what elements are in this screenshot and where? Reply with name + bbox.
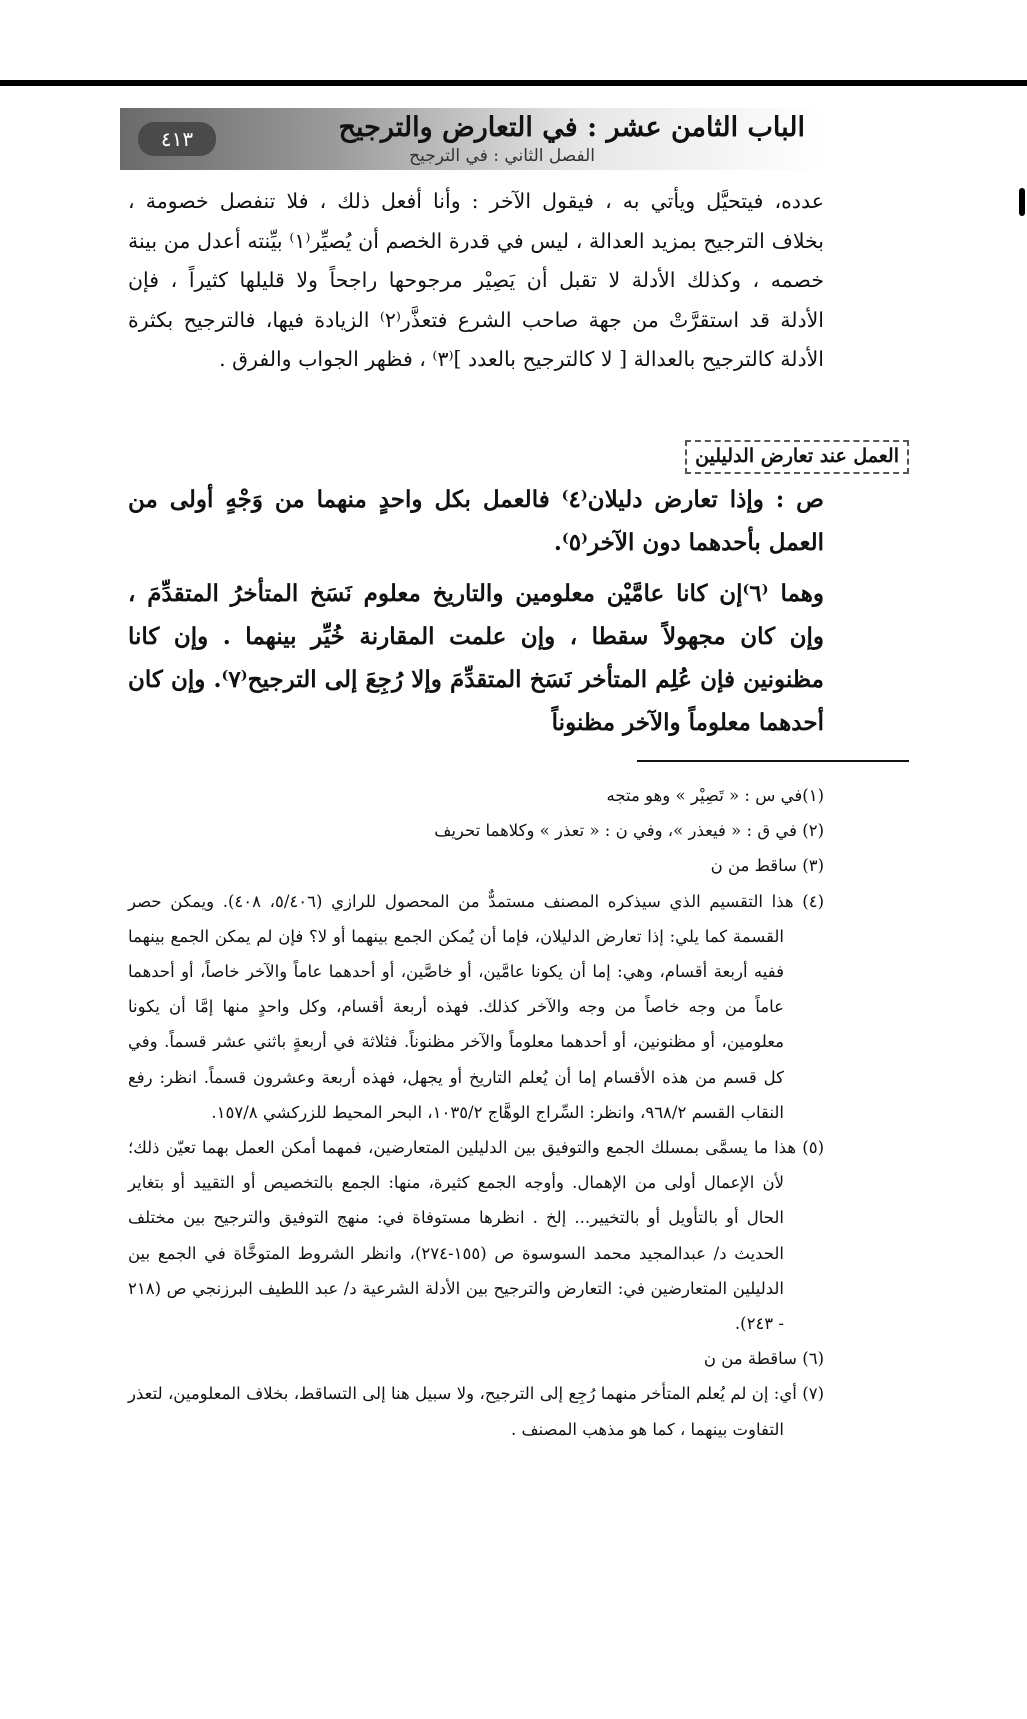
body-line: الأدلة قد استقرَّتْ من جهة صاحب الشرع فتعذَّر⁽٢⁾ الزيادة فيها، فالترجيح بكثرة <box>128 307 824 332</box>
section-subtitle: الفصل الثاني : في الترجيح <box>409 146 595 166</box>
rule-paragraph: ص : وإذا تعارض دليلان⁽٤⁾ فالعمل بكل واحدٍ منهما من وَجْهٍ أولى من العمل بأحدهما دون الآخر⁽٥⁾. <box>128 486 824 556</box>
running-header <box>120 108 825 170</box>
rule-paragraph: وهما ⁽٦⁾إن كانا عامَّيْن معلومين والتاريخ معلوم نَسَخ المتأخرُ المتقدِّمَ ، وإن كان مجهولاً سقطا ، وإن علمت المقارنة خُيِّر بينهما . وإن كانا مظنونين فإن عُلِم المتأخر نَسَخ المتقدِّمَ وإلا رُجِعَ إلى الترجيح⁽٧⁾. وإن كان أحدهما معلوماً والآخر مظنوناً <box>128 580 824 736</box>
body-line: عدده، فيتحيَّل ويأتي به ، فيقول الآخر : وأنا أفعل ذلك ، فلا تنفصل خصومة ، <box>128 189 824 213</box>
footnote-separator <box>637 760 909 762</box>
chapter-title: الباب الثامن عشر : في التعارض والترجيح <box>338 112 805 143</box>
page-number: ٤١٣ <box>138 122 216 156</box>
footnote: (٦) ساقطة من ن <box>703 1349 824 1369</box>
footnote: (٥) هذا ما يسمَّى بمسلك الجمع والتوفيق بين الدليلين المتعارضين، فمهما أمكن العمل بهما تعيّن ذلك؛ لأن الإعمال أولى من الإهمال. وأوجه الجمع كثيرة، منها: الجمع بالتخصيص أو التقييد أو بتغاير الحال أو بالتأويل أو بالتخيير... إلخ . انظرها مستوفاة في: منهج التوفيق والترجيح بين مختلف الحديث د/ عبدالمجيد محمد السوسوة ص (١٥٥-٢٧٤)، وانظر الشروط المتوخَّاة في الجمع بين الدليلين المتعارضين في: التعارض والترجيح بين الأدلة الشرعية د/ عبد اللطيف البرزنجي ص (٢١٨ - ٢٤٣). <box>128 1138 824 1334</box>
section-heading: العمل عند تعارض الدليلين <box>685 440 909 474</box>
footnote: (١)في س : « تَصِيْر » وهو متجه <box>606 786 824 805</box>
body-line: الأدلة كالترجيح بالعدالة [ لا كالترجيح بالعدد ]⁽٣⁾ ، فظهر الجواب والفرق . <box>219 347 824 371</box>
footnotes <box>128 778 824 1447</box>
body-text <box>128 182 824 380</box>
top-rule <box>0 80 1027 86</box>
footnote: (٣) ساقط من ن <box>710 856 824 876</box>
body-line: خصمه ، وكذلك الأدلة لا تقبل أن يَصِيْر مرجوحها راجحاً ولا قليلها كثيراً ، فإن <box>128 268 824 292</box>
rule-text <box>128 478 824 744</box>
margin-mark <box>1019 188 1025 216</box>
footnote: (٧) أي: إن لم يُعلم المتأخر منهما رُجِع إلى الترجيح، ولا سبيل هنا إلى التساقط، بخلاف المعلومين، لتعذر التفاوت بينهما ، كما هو مذهب المصنف . <box>128 1384 824 1439</box>
footnote: (٤) هذا التقسيم الذي سيذكره المصنف مستمدٌّ من المحصول للرازي (٥/٤٠٦، ٤٠٨). ويمكن حصر القسمة كما يلي: إذا تعارض الدليلان، فإما أن يُمكن الجمع بينهما أو لا؟ فإن لم يمكن الجمع بينهما ففيه أربعة أقسام، وهي: إما أن يكونا عامَّين، أو خاصَّين، أو أحدهما عاماً والآخر خاصاً، أو أحدهما عاماً من وجه خاصاً من وجه والآخر كذلك. فهذه أربعة أقسام، وكل واحدٍ منها إمَّا أن يكونا معلومين، أو مظنونين، أو أحدهما معلوماً والآخر مظنوناً. فثلاثة في أربعةٍ باثني عشر قسماً. وفي كل قسم من هذه الأقسام إما أن يُعلم التاريخ أو يجهل، فهذه أربعة وعشرون قسماً. انظر: رفع النقاب القسم ٩٦٨/٢، وانظر: السِّراج الوهَّاج ١٠٣٥/٢، البحر المحيط للزركشي ١٥٧/٨. <box>128 891 825 1122</box>
footnote: (٢) في ق : « فيعذر »، وفي ن : « تعذر » وكلاهما تحريف <box>434 821 824 841</box>
body-line: بخلاف الترجيح بمزيد العدالة ، ليس في قدرة الخصم أن يُصيِّر⁽١⁾ بيِّنته أعدل من بينة <box>128 228 824 253</box>
